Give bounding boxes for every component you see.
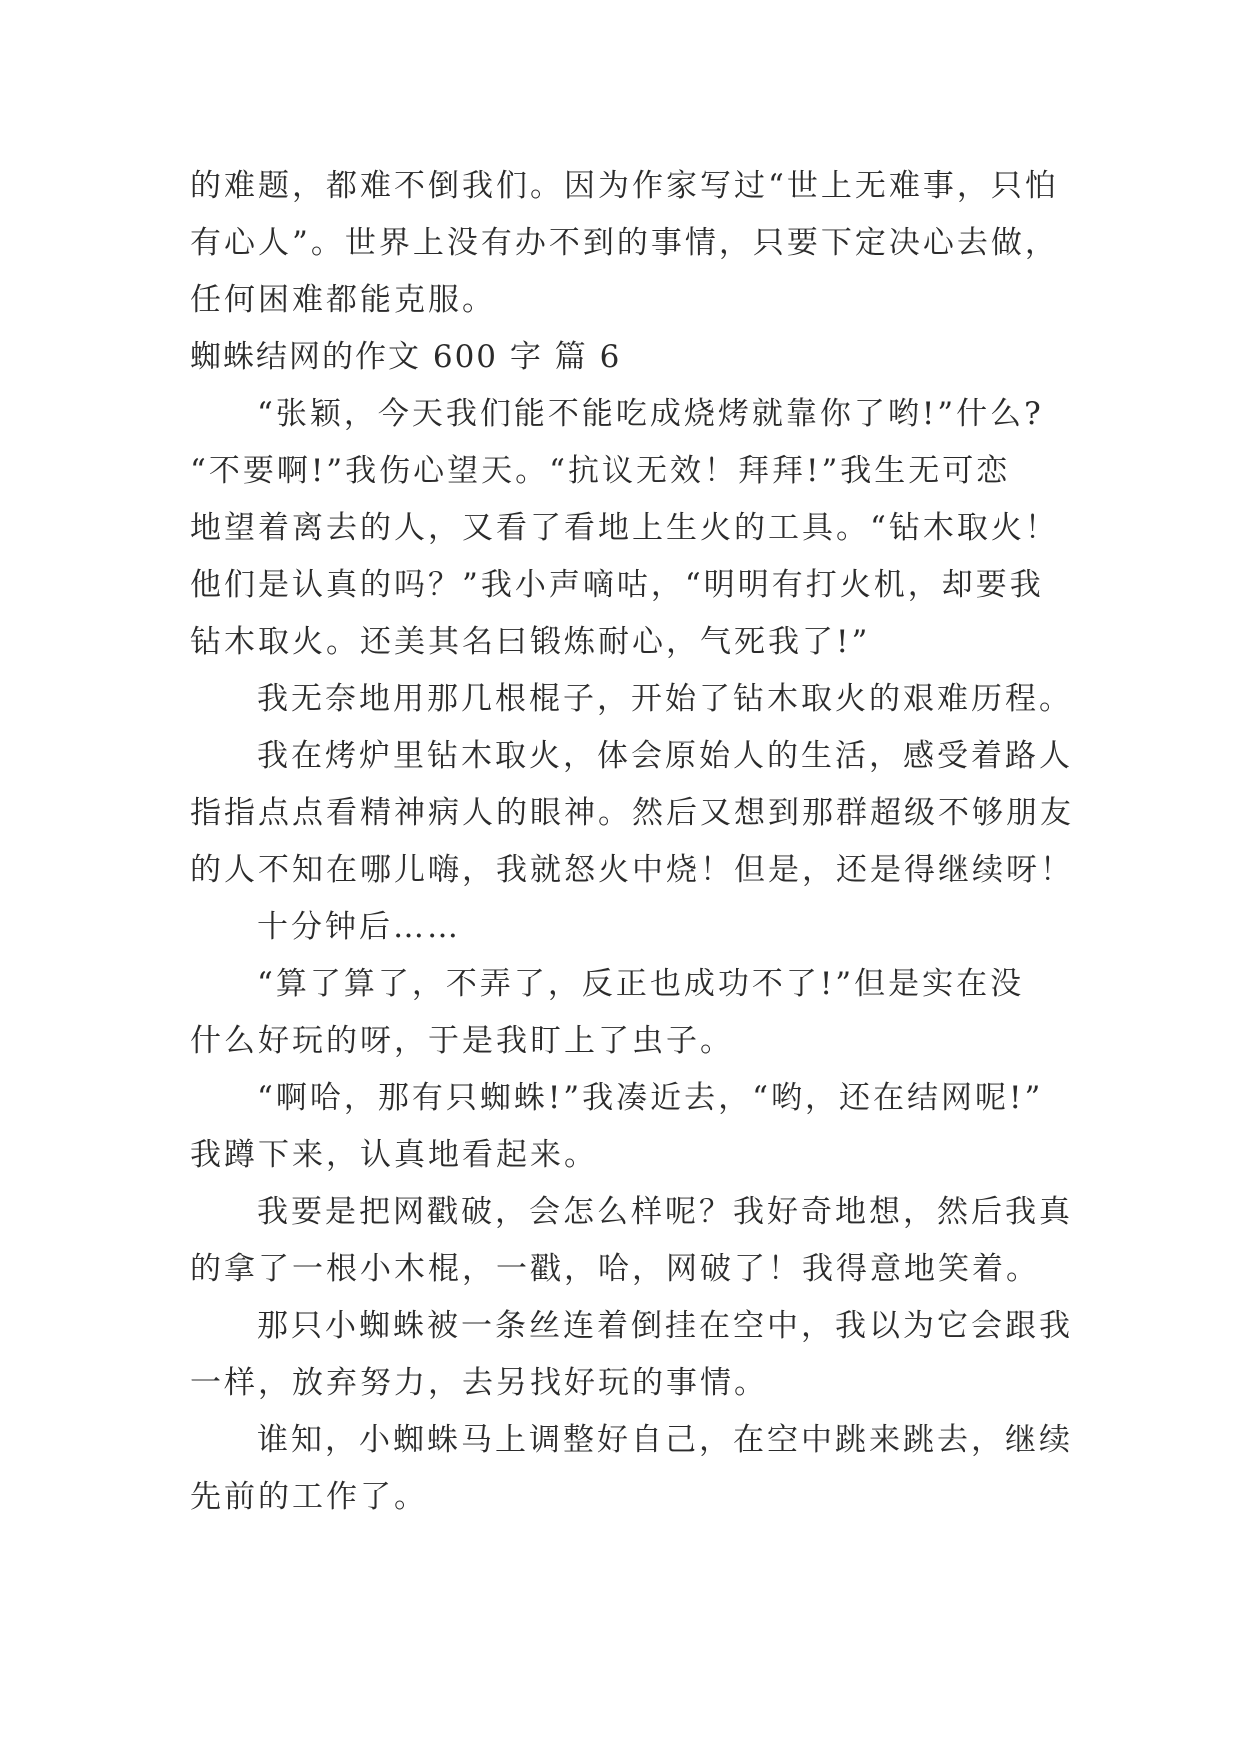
text-line: 什么好玩的呀，于是我盯上了虫子。 — [190, 1023, 734, 1059]
section-title: 蜘蛛结网的作文 600 字 篇 6 — [190, 339, 622, 375]
text-line: 一样，放弃努力，去另找好玩的事情。 — [190, 1365, 768, 1401]
text-line: “啊哈，那有只蜘蛛!”我凑近去，“哟，还在结网呢!” — [257, 1080, 1044, 1116]
text-line: 钻木取火。还美其名曰锻炼耐心，气死我了!” — [190, 624, 871, 660]
text-line: 的难题，都难不倒我们。因为作家写过“世上无难事，只怕 — [190, 168, 1059, 204]
text-line: 有心人”。世界上没有办不到的事情，只要下定决心去做， — [190, 225, 1059, 261]
document-body — [190, 158, 1075, 1526]
text-line: 先前的工作了。 — [190, 1479, 428, 1515]
text-line: 那只小蜘蛛被一条丝连着倒挂在空中，我以为它会跟我 — [257, 1308, 1073, 1344]
text-line: 指指点点看精神病人的眼神。然后又想到那群超级不够朋友 — [190, 795, 1074, 831]
text-line: 任何困难都能克服。 — [190, 282, 496, 318]
text-line: 我无奈地用那几根棍子，开始了钻木取火的艰难历程。 — [257, 681, 1073, 717]
text-line: 的人不知在哪儿嗨，我就怒火中烧！但是，还是得继续呀！ — [190, 852, 1074, 888]
text-line: 地望着离去的人，又看了看地上生火的工具。“钻木取火！ — [190, 510, 1059, 546]
text-line: “张颖，今天我们能不能吃成烧烤就靠你了哟!”什么? — [257, 396, 1044, 432]
text-line: 他们是认真的吗？”我小声嘀咕，“明明有打火机，却要我 — [190, 567, 1044, 603]
text-line: 十分钟后…… — [257, 909, 461, 945]
text-line: 的拿了一根小木棍，一戳，哈，网破了！我得意地笑着。 — [190, 1251, 1040, 1287]
text-line: “算了算了，不弄了，反正也成功不了!”但是实在没 — [257, 966, 1025, 1002]
text-line: 我在烤炉里钻木取火，体会原始人的生活，感受着路人 — [257, 738, 1073, 774]
text-line: 我蹲下来，认真地看起来。 — [190, 1137, 598, 1173]
text-line: “不要啊!”我伤心望天。“抗议无效！拜拜!”我生无可恋 — [190, 453, 1011, 489]
text-line: 我要是把网戳破，会怎么样呢？我好奇地想，然后我真 — [257, 1194, 1073, 1230]
text-line: 谁知，小蜘蛛马上调整好自己，在空中跳来跳去，继续 — [257, 1422, 1073, 1458]
